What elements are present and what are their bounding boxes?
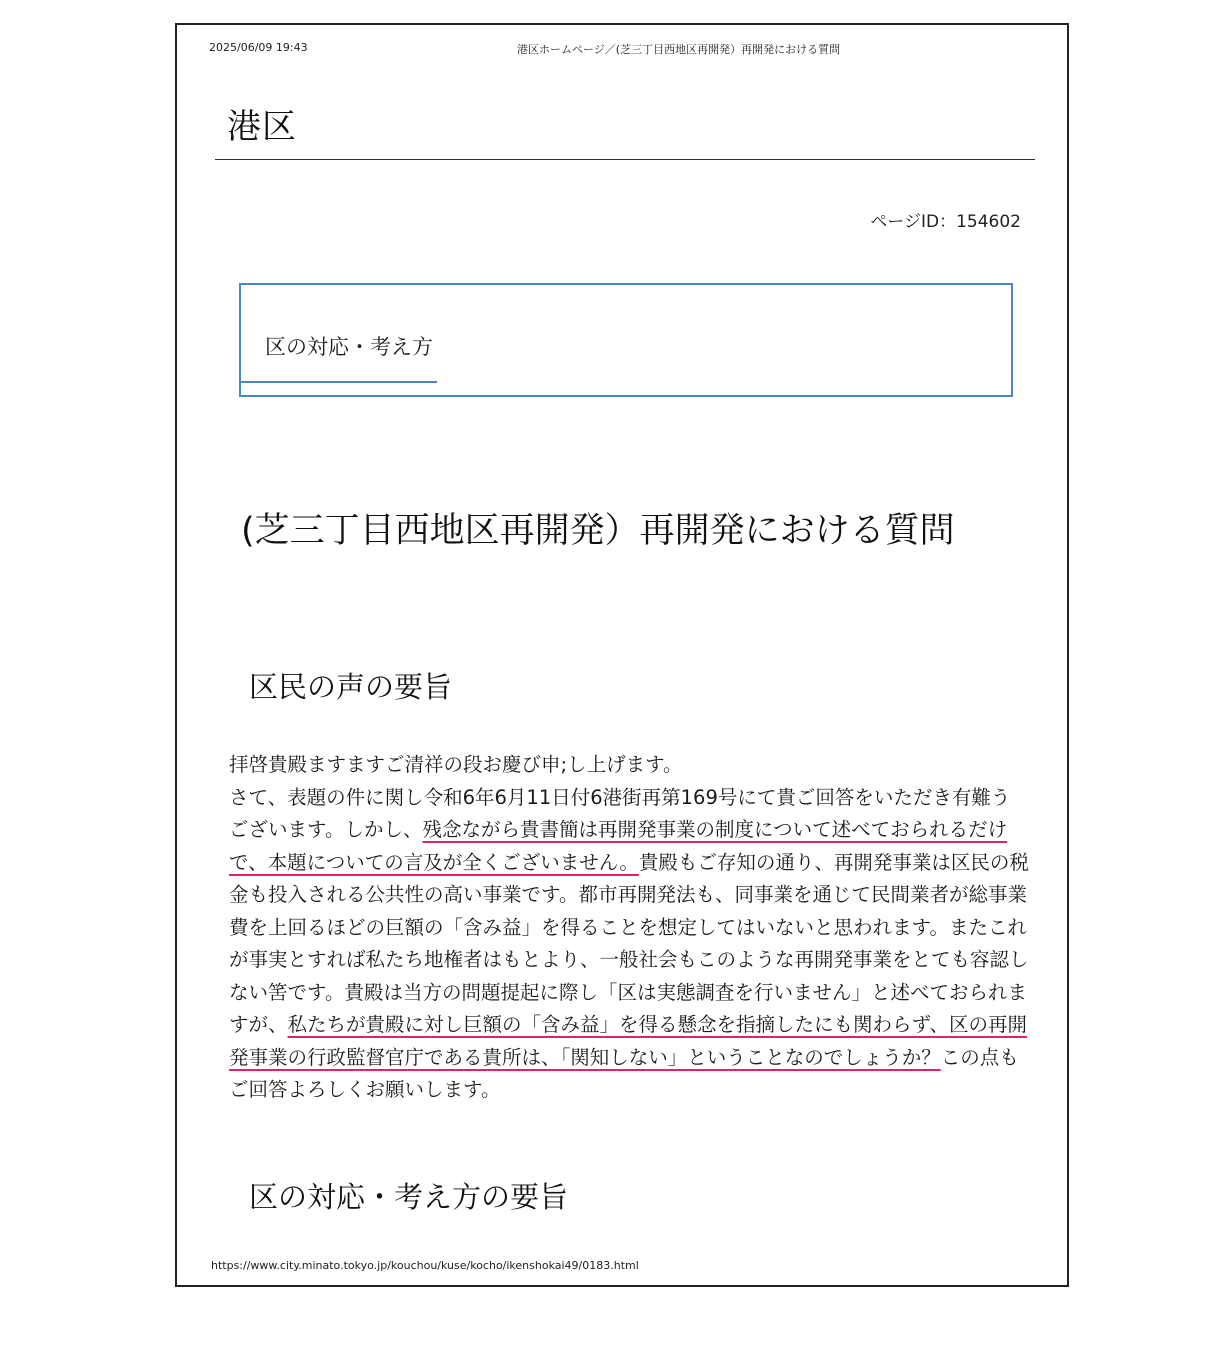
footer-url: https://www.city.minato.tokyo.jp/kouchou/kuse/kocho/ikenshokai49/0183.html	[211, 1259, 639, 1272]
highlight-underline-1: 残念ながら貴書簡は再開発事業の制度について述べておられるだけで、本題についての言及が全くございません。	[229, 818, 1008, 874]
header-divider	[215, 159, 1035, 160]
print-datetime: 2025/06/09 19:43	[209, 41, 308, 54]
page-id: ページID：154602	[870, 212, 1021, 232]
body-text-c: この点もご回答よろしくお願いします。	[229, 1045, 1019, 1101]
section-heading-response: 区の対応・考え方の要旨	[249, 1180, 569, 1214]
printed-page	[175, 23, 1069, 1287]
voice-body	[229, 749, 1029, 1107]
site-logo[interactable]: 港区	[227, 107, 297, 147]
category-underline	[241, 381, 437, 383]
section-heading-voice: 区民の声の要旨	[249, 670, 453, 704]
body-paragraph	[229, 782, 1029, 1107]
page-title: (芝三丁目西地区再開発）再開発における質問	[241, 511, 955, 551]
category-box	[239, 283, 1013, 397]
print-header-title: 港区ホームページ／(芝三丁目西地区再開発）再開発における質問	[517, 43, 841, 56]
category-label: 区の対応・考え方	[265, 335, 433, 359]
highlight-underline-2: 私たちが貴殿に対し巨額の「含み益」を得る懸念を指摘したにも関わらず、区の再開発事業の行政監督官庁である貴所は、「関知しない」ということなのでしょうか？	[229, 1013, 1027, 1069]
body-text-b: 貴殿もご存知の通り、再開発事業は区民の税金も投入される公共性の高い事業です。都市再開発法も、同事業を通じて民間業者が総事業費を上回るほどの巨額の「含み益」を得ることを想定してはいないと思われます。またこれが事実とすれば私たち地権者はもとより、一般社会もこのような再開発事業をとても容認しない筈です。貴殿は当方の問題提起に際し「区は実態調査を行いません」と述べておられますが、	[229, 850, 1029, 1036]
greeting-line: 拝啓貴殿ますますご清祥の段お慶び申;し上げます。	[229, 753, 683, 776]
body-text-a: さて、表題の件に関し令和6年6月11日付6港街再第169号にて貴ご回答をいただき有難うございます。しかし、	[229, 785, 1011, 841]
